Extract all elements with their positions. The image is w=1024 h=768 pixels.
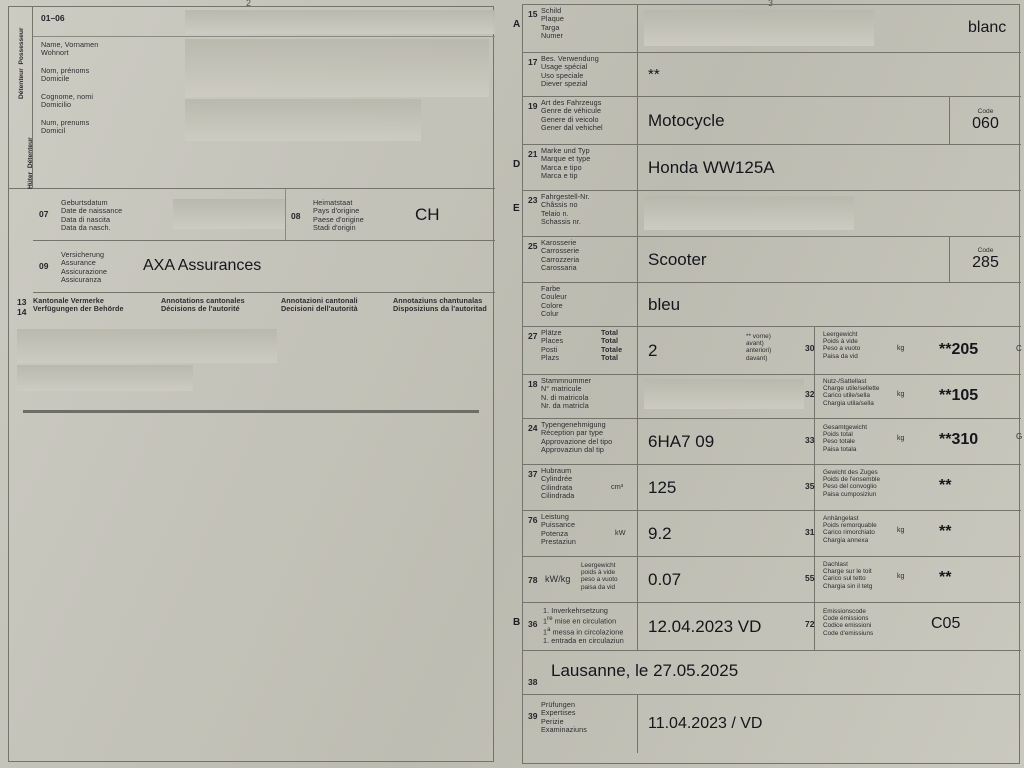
row-special-usage [523, 53, 1021, 97]
field-17-number: 17 [528, 57, 538, 67]
train-weight-cell [805, 465, 1021, 510]
ratio-value-cell [637, 557, 1021, 602]
redacted-annotations-1 [17, 329, 277, 363]
roof-load-cell [805, 557, 1021, 602]
color-label: Farbe Couleur Colore Colur [541, 284, 567, 319]
field-holder-name [33, 37, 495, 189]
vehicle-kind-code-label: Code [977, 108, 994, 115]
trailer-load-label: Anhängelast Poids remorquable Carico rimorchiato Chargia annexa [823, 515, 877, 544]
ratio-label: kW/kg [545, 574, 571, 584]
row-vehicle-kind [523, 97, 1021, 145]
body-code-label: Code [977, 247, 994, 254]
row-place-date [523, 651, 1021, 695]
redacted-plate-number [644, 10, 874, 46]
row-letter-b: B [513, 617, 521, 628]
body-value: Scooter [648, 249, 707, 269]
insurance-label: Versicherung Assurance Assicurazione Assicuranza [61, 250, 108, 285]
field-09-number: 09 [39, 261, 49, 271]
inspections-label: Prüfungen Expertises Perizie Examinaziuns [541, 700, 587, 735]
payload-unit: kg [897, 391, 905, 398]
left-panel [8, 6, 494, 762]
row-plate [513, 5, 1021, 53]
edge-mark-c: C [1016, 344, 1022, 353]
row-color [523, 283, 1021, 327]
field-21-number: 21 [528, 149, 538, 159]
unladen-weight-unit: kg [897, 345, 905, 352]
color-value-cell [637, 283, 1021, 326]
divider-birth-origin [285, 189, 286, 240]
field-36-number: 36 [528, 619, 538, 629]
redacted-field-01-06 [185, 10, 495, 34]
field-39-number: 39 [528, 711, 538, 721]
annotations-col-fr: Annotations cantonales Décisions de l'autorité [161, 296, 245, 314]
train-weight-label: Gewicht des Zuges Poids de l'ensemble Peso del convoglio Paisa cumposiziun [823, 469, 880, 498]
payload-cell [805, 375, 1021, 418]
vertical-label-detenteur: Détenteur Possesseur [18, 27, 25, 99]
field-14-number: 14 [17, 307, 27, 317]
type-approval-value-cell [637, 419, 1021, 464]
power-value: 9.2 [648, 523, 672, 543]
total-weight-cell [805, 419, 1021, 464]
power-unit: kW [615, 528, 626, 537]
field-30-number: 30 [805, 343, 815, 353]
plate-label: Schild Plaque Targa Numer [541, 6, 564, 41]
redacted-holder-name [185, 39, 489, 97]
row-make-type [513, 145, 1021, 191]
plate-value-cell [637, 5, 1021, 52]
annotations-underline [23, 410, 479, 413]
unladen-weight-value: **205 [939, 341, 979, 358]
origin-value: CH [415, 205, 440, 224]
holder-name-label-fr: Nom, prénoms Domicile [41, 66, 90, 84]
payload-label: Nutz-/Sattellast Charge utile/sellette Carico utile/sella Chargia utila/sella [823, 378, 880, 407]
annotations-col-de: Kantonale Vermerke Verfügungen der Behörde [33, 296, 124, 314]
holder-name-label-it: Cognome, nomi Domicilio [41, 92, 94, 110]
row-body [523, 237, 1021, 283]
right-panel [513, 4, 1023, 764]
first-registration-value: 12.04.2023 VD [648, 616, 762, 636]
annotations-col-rm: Annotaziuns chantunalas Disposiziuns da l'autoritad [393, 296, 487, 314]
seats-value: 2 [648, 340, 658, 360]
vehicle-kind-value: Motocycle [648, 110, 725, 130]
row-matricule-payload [523, 375, 1021, 419]
origin-label: Heimatstaat Pays d'origine Paese d'origine Stadi d'origin [313, 198, 364, 233]
matricule-value-cell [637, 375, 1021, 418]
total-weight-value: **310 [939, 431, 979, 448]
trailer-load-unit: kg [897, 527, 905, 534]
row-inspections [523, 695, 1021, 753]
birth-label: Geburtsdatum Date de naissance Data di nascita Data da nasch. [61, 198, 123, 233]
row-ratio-roofload [523, 557, 1021, 603]
trailer-load-cell [805, 511, 1021, 556]
displacement-label: Hubraum Cylindrée Cilindrata Cilindrada [541, 466, 575, 501]
place-date-value: Lausanne, le 27.05.2025 [551, 661, 739, 680]
holder-name-label-rm: Num, prenums Domicil [41, 118, 90, 136]
field-01-06-number: 01–06 [41, 13, 65, 23]
row-approval-total [523, 419, 1021, 465]
field-23-number: 23 [528, 195, 538, 205]
holder-name-label-de: Name, Vornamen Wohnort [41, 40, 99, 58]
body-label: Karosserie Carrosserie Carrozzeria Carossaria [541, 238, 580, 273]
field-01-06 [33, 7, 495, 37]
body-value-cell [637, 237, 1021, 282]
annotations-header [9, 293, 495, 327]
emissions-code-label: Emissionscode Code émissions Codice emissioni Code d'emissiuns [823, 608, 874, 637]
row-chassis [513, 191, 1021, 237]
ratio-sub-label: Leergewicht poids à vide peso a vuoto paisa da vid [581, 562, 618, 591]
holder-vertical-strip [9, 7, 33, 189]
roof-load-value: ** [939, 569, 952, 586]
page-marker-3: 3 [768, 0, 774, 8]
power-value-cell [637, 511, 1021, 556]
field-15-number: 15 [528, 9, 538, 19]
special-usage-label: Bes. Verwendung Usage spécial Uso speciale Diever spezial [541, 54, 599, 89]
redacted-chassis-number [644, 196, 854, 230]
row-letter-e: E [513, 203, 520, 214]
field-18-number: 18 [528, 379, 538, 389]
displacement-unit: cm³ [611, 482, 624, 491]
plate-color-value: blanc [968, 19, 1007, 36]
make-type-label: Marke und Typ Marque et type Marca e tipo Marca e tip [541, 146, 591, 181]
body-code-value: 285 [972, 254, 999, 271]
page-marker-2: 2 [246, 0, 252, 8]
matricule-label: Stammnummer N° matricule N. di matricola Nr. da matricla [541, 376, 592, 411]
make-type-value-cell [637, 145, 1021, 190]
field-55-number: 55 [805, 573, 815, 583]
trailer-load-value: ** [939, 523, 952, 540]
edge-mark-g: G [1016, 432, 1023, 441]
row-power-trailer [523, 511, 1021, 557]
redacted-matricule [644, 379, 804, 409]
field-76-number: 76 [528, 515, 538, 525]
total-weight-label: Gesamtgewicht Poids total Peso totale Paisa totala [823, 424, 868, 453]
annotations-col-it: Annotazioni cantonali Decisioni dell'autorità [281, 296, 358, 314]
row-displacement-train [523, 465, 1021, 511]
special-usage-value-cell [637, 53, 1021, 96]
seats-front-note: ** vorne) avant) anteriori) davant) [746, 333, 772, 362]
special-usage-value: ** [648, 66, 660, 83]
color-value: bleu [648, 294, 681, 314]
field-35-number: 35 [805, 481, 815, 491]
field-72-number: 72 [805, 619, 815, 629]
field-08-number: 08 [291, 211, 301, 221]
field-37-number: 37 [528, 469, 538, 479]
field-33-number: 33 [805, 435, 815, 445]
seats-total-label: Total Total Totale Total [601, 328, 623, 363]
first-registration-value-cell [637, 603, 1021, 650]
emissions-code-cell [805, 603, 1021, 650]
emissions-code-value: C05 [931, 615, 961, 632]
power-label: Leistung Puissance Potenza Prestaziun [541, 512, 576, 547]
vehicle-kind-code-box [949, 97, 1021, 144]
type-approval-value: 6HA7 09 [648, 431, 715, 451]
row-letter-d: D [513, 159, 521, 170]
redacted-annotations-2 [17, 365, 193, 391]
make-type-value: Honda WW125A [648, 157, 775, 177]
seats-label: Plätze Places Posti Plazs [541, 328, 564, 363]
payload-value: **105 [939, 387, 979, 404]
chassis-label: Fahrgestell-Nr. Châssis no Telaio n. Schassis nr. [541, 192, 590, 227]
birth-origin-row [33, 189, 495, 241]
roof-load-unit: kg [897, 573, 905, 580]
displacement-value-cell [637, 465, 1021, 510]
field-25-number: 25 [528, 241, 538, 251]
field-13-number: 13 [17, 297, 27, 307]
field-31-number: 31 [805, 527, 815, 537]
total-weight-unit: kg [897, 435, 905, 442]
first-registration-label: 1. Inverkehrsetzung 1re mise en circulation 1$^a$ messa in circolazione 1. entrada en circulaziun [543, 606, 624, 645]
body-code-box [949, 237, 1021, 282]
vertical-label-huter: Hüter Détenteur [27, 137, 34, 189]
inspections-value: 11.04.2023 / VD [648, 715, 763, 732]
vehicle-kind-label: Art des Fahrzeugs Genre de véhicule Genere di veicolo Gener dal vehichel [541, 98, 603, 133]
train-weight-value: ** [939, 477, 952, 494]
field-27-number: 27 [528, 331, 538, 341]
type-approval-label: Typengenehmigung Réception par type Approvazione del tipo Approvaziun dal tip [541, 420, 613, 455]
holder-block [9, 7, 495, 189]
vehicle-kind-code-value: 060 [972, 115, 999, 132]
seats-value-cell [637, 327, 1021, 374]
vehicle-kind-value-cell [637, 97, 1021, 144]
field-24-number: 24 [528, 423, 538, 433]
ratio-value: 0.07 [648, 569, 682, 589]
redacted-birth-date [173, 199, 285, 229]
field-19-number: 19 [528, 101, 538, 111]
unladen-weight-label: Leergewicht Poids à vide Peso a vuoto Paisa da vid [823, 331, 861, 360]
field-38-number: 38 [528, 677, 538, 687]
redacted-holder-address [185, 99, 421, 141]
inspections-value-cell [637, 695, 1021, 753]
field-32-number: 32 [805, 389, 815, 399]
insurance-value: AXA Assurances [143, 257, 262, 274]
row-seats-weight [523, 327, 1021, 375]
field-07-number: 07 [39, 209, 49, 219]
unladen-weight-cell [805, 327, 1021, 374]
field-78-number: 78 [528, 575, 538, 585]
roof-load-label: Dachlast Charge sur le toit Carico sul tetto Chargia sin il tetg [823, 561, 873, 590]
chassis-value-cell [637, 191, 1021, 236]
displacement-value: 125 [648, 477, 677, 497]
row-first-registration [513, 603, 1021, 651]
insurance-row [33, 241, 495, 293]
row-letter-a: A [513, 19, 521, 30]
